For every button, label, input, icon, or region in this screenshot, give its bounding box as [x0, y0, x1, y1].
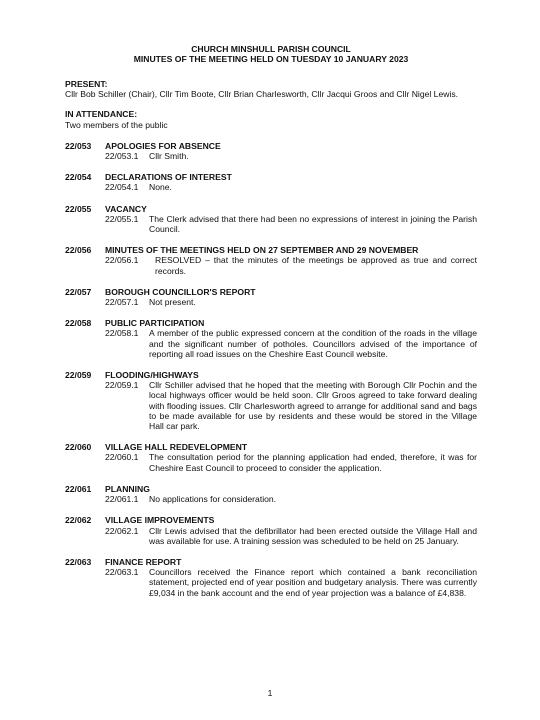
- attendance-label: IN ATTENDANCE:: [65, 109, 138, 120]
- page-number: 1: [267, 688, 273, 698]
- section-number: 22/055: [65, 203, 92, 214]
- section-title: FINANCE REPORT: [105, 556, 182, 567]
- section-title: PUBLIC PARTICIPATION: [105, 318, 205, 329]
- item-number: 22/056.1: [105, 255, 139, 266]
- item-text: Cllr Smith.: [149, 151, 189, 162]
- section-heading: [65, 557, 477, 567]
- section-number: 22/058: [65, 318, 92, 329]
- minute-section: [65, 515, 477, 546]
- minute-item: [105, 380, 477, 431]
- council-name: CHURCH MINSHULL PARISH COUNCIL: [191, 44, 351, 54]
- minute-item: [105, 328, 477, 359]
- item-number: 22/063.1: [105, 567, 139, 578]
- section-number: 22/053: [65, 140, 92, 151]
- minute-section: [65, 204, 477, 235]
- item-text: RESOLVED – that the minutes of the meetings be approved as true and correct records.: [155, 255, 477, 276]
- section-number: 22/056: [65, 245, 92, 256]
- minute-item: [105, 255, 477, 275]
- minute-section: [65, 172, 477, 192]
- section-heading: [65, 484, 477, 494]
- item-text: None.: [149, 182, 172, 193]
- minute-item: [105, 494, 477, 504]
- item-number: 22/058.1: [105, 328, 139, 339]
- item-text: No applications for consideration.: [149, 494, 277, 505]
- section-title: PLANNING: [105, 483, 150, 494]
- minutes-page: [65, 44, 477, 598]
- section-heading: [65, 442, 477, 452]
- item-text: Cllr Lewis advised that the defibrillator had been erected outside the Village Hall and was available for use. A training session was scheduled to be held on 25 January.: [149, 525, 477, 546]
- minute-section: [65, 484, 477, 504]
- minute-section: [65, 442, 477, 473]
- item-number: 22/062.1: [105, 525, 139, 536]
- item-number: 22/055.1: [105, 213, 139, 224]
- item-number: 22/053.1: [105, 151, 139, 162]
- item-number: 22/060.1: [105, 452, 139, 463]
- present-label: PRESENT:: [65, 79, 108, 89]
- section-title: FLOODING/HIGHWAYS: [105, 370, 199, 381]
- meeting-title: MINUTES OF THE MEETING HELD ON TUESDAY 10 JANUARY 2023: [133, 54, 409, 64]
- section-heading: [65, 287, 477, 297]
- section-number: 22/061: [65, 483, 92, 494]
- section-number: 22/060: [65, 442, 92, 453]
- minutes-sections: [65, 141, 477, 598]
- section-title: VILLAGE IMPROVEMENTS: [105, 515, 215, 526]
- section-title: VACANCY: [105, 203, 147, 214]
- minute-item: [105, 452, 477, 472]
- section-heading: [65, 245, 477, 255]
- section-heading: [65, 141, 477, 151]
- minute-section: [65, 318, 477, 359]
- attendance-text: Two members of the public: [65, 119, 168, 130]
- section-heading: [65, 370, 477, 380]
- item-text: A member of the public expressed concern at the condition of the roads in the village and the significant number of potholes. Councillors advised of the importance of reporting all road issues on the Cheshire East Council website.: [149, 328, 477, 359]
- minute-item: [105, 182, 477, 192]
- section-title: APOLOGIES FOR ABSENCE: [105, 140, 221, 151]
- minute-item: [105, 526, 477, 546]
- section-number: 22/062: [65, 515, 92, 526]
- item-text: Councillors received the Finance report which contained a bank reconciliation statement, projected end of year position and budgetary analysis. There was currently £9,034 in the bank account and the end of year projection was a balance of £4,838.: [149, 567, 477, 598]
- section-number: 22/059: [65, 370, 92, 381]
- present-block: [65, 79, 477, 99]
- item-number: 22/057.1: [105, 297, 139, 308]
- section-heading: [65, 318, 477, 328]
- attendance-block: [65, 109, 477, 129]
- minute-item: [105, 151, 477, 161]
- section-title: DECLARATIONS OF INTEREST: [105, 172, 232, 183]
- section-title: VILLAGE HALL REDEVELOPMENT: [105, 442, 248, 453]
- section-heading: [65, 515, 477, 525]
- minute-section: [65, 557, 477, 598]
- section-title: BOROUGH COUNCILLOR'S REPORT: [105, 286, 256, 297]
- minute-section: [65, 245, 477, 276]
- minute-item: [105, 567, 477, 598]
- item-number: 22/054.1: [105, 182, 139, 193]
- section-number: 22/063: [65, 556, 92, 567]
- minute-section: [65, 287, 477, 307]
- minute-section: [65, 141, 477, 161]
- section-heading: [65, 204, 477, 214]
- section-number: 22/054: [65, 172, 92, 183]
- section-number: 22/057: [65, 286, 92, 297]
- minute-item: [105, 214, 477, 234]
- item-text: Not present.: [149, 297, 196, 308]
- item-text: Cllr Schiller advised that he hoped that the meeting with Borough Cllr Pochin and the local highways officer would be held soon. Cllr Groos agreed to take forward dealing with flooding issues. Cllr Charlesworth agreed to arrange for additional sand and bags to be made available for use by residents and these would be stored in the Village Hall car park.: [149, 380, 477, 432]
- minute-section: [65, 370, 477, 431]
- item-number: 22/059.1: [105, 380, 139, 391]
- section-title: MINUTES OF THE MEETINGS HELD ON 27 SEPTEMBER AND 29 NOVEMBER: [105, 245, 419, 256]
- item-text: The Clerk advised that there had been no expressions of interest in joining the Parish Council.: [149, 213, 477, 235]
- present-text: Cllr Bob Schiller (Chair), Cllr Tim Boote, Cllr Brian Charlesworth, Cllr Jacqui Groos and Cllr Nigel Lewis.: [65, 89, 459, 100]
- item-number: 22/061.1: [105, 494, 139, 505]
- section-heading: [65, 172, 477, 182]
- minute-item: [105, 297, 477, 307]
- item-text: The consultation period for the planning application had ended, therefore, it was for Cheshire East Council to proceed to consider the application.: [149, 452, 477, 473]
